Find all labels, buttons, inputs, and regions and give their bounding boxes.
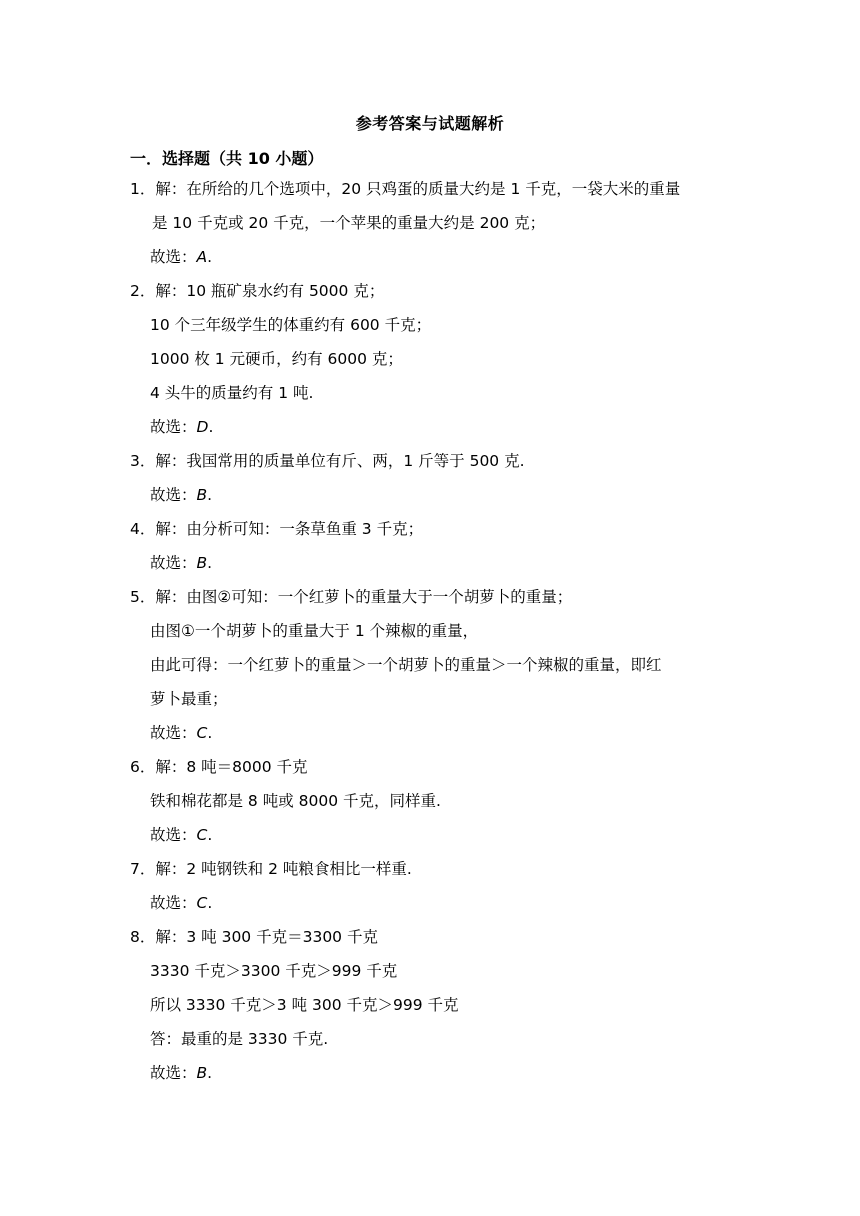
answer-line: 4．解：由分析可知：一条草鱼重 3 千克； bbox=[130, 520, 424, 538]
choice-letter: C bbox=[196, 826, 208, 844]
answer-line: 7．解：2 吨钢铁和 2 吨粮食相比一样重. bbox=[130, 860, 412, 878]
choice-period: . bbox=[208, 418, 214, 436]
answer-line: 是 10 千克或 20 千克，一个苹果的重量大约是 200 克； bbox=[152, 214, 546, 232]
answer-line: 1．解：在所给的几个选项中，20 只鸡蛋的质量大约是 1 千克，一袋大米的重量 bbox=[130, 180, 681, 198]
answer-line: 10 个三年级学生的体重约有 600 千克； bbox=[150, 316, 432, 334]
answer-line: 2．解：10 瓶矿泉水约有 5000 克； bbox=[130, 282, 385, 300]
choice-prefix: 故选： bbox=[150, 894, 197, 912]
choice-line bbox=[150, 484, 212, 506]
answer-line: 3330 千克＞3300 千克＞999 千克 bbox=[150, 962, 398, 980]
choice-letter: C bbox=[196, 724, 208, 742]
choice-period: . bbox=[207, 826, 213, 844]
answer-line: 答：最重的是 3330 千克. bbox=[150, 1030, 329, 1048]
answer-line: 铁和棉花都是 8 吨或 8000 千克，同样重. bbox=[150, 792, 441, 810]
choice-letter: B bbox=[196, 1064, 208, 1082]
choice-prefix: 故选： bbox=[150, 248, 197, 266]
choice-letter: B bbox=[196, 554, 208, 572]
answer-line: 6．解：8 吨＝8000 千克 bbox=[130, 758, 308, 776]
choice-period: . bbox=[207, 486, 213, 504]
choice-period: . bbox=[207, 724, 213, 742]
choice-letter: A bbox=[196, 248, 208, 266]
choice-prefix: 故选： bbox=[150, 418, 197, 436]
choice-prefix: 故选： bbox=[150, 554, 197, 572]
choice-period: . bbox=[207, 554, 213, 572]
answer-line: 萝卜最重； bbox=[150, 690, 228, 708]
choice-line bbox=[150, 722, 212, 744]
choice-letter: B bbox=[196, 486, 208, 504]
answer-line: 3．解：我国常用的质量单位有斤、两，1 斤等于 500 克. bbox=[130, 452, 525, 470]
choice-letter: D bbox=[196, 418, 209, 436]
page-title: 参考答案与试题解析 bbox=[355, 114, 505, 133]
choice-line bbox=[150, 416, 213, 438]
choice-line bbox=[150, 246, 212, 268]
choice-letter: C bbox=[196, 894, 208, 912]
choice-line bbox=[150, 892, 212, 914]
answer-line: 4 头牛的质量约有 1 吨. bbox=[150, 384, 314, 402]
choice-prefix: 故选： bbox=[150, 724, 197, 742]
choice-prefix: 故选： bbox=[150, 486, 197, 504]
choice-period: . bbox=[207, 248, 213, 266]
answer-line: 5．解：由图②可知：一个红萝卜的重量大于一个胡萝卜的重量； bbox=[130, 588, 573, 606]
answer-line: 1000 枚 1 元硬币，约有 6000 克； bbox=[150, 350, 403, 368]
answer-line: 由图①一个胡萝卜的重量大于 1 个辣椒的重量， bbox=[150, 622, 479, 640]
answer-line: 8．解：3 吨 300 千克＝3300 千克 bbox=[130, 928, 378, 946]
choice-line bbox=[150, 824, 212, 846]
choice-period: . bbox=[207, 1064, 213, 1082]
choice-line bbox=[150, 552, 212, 574]
choice-prefix: 故选： bbox=[150, 1064, 197, 1082]
choice-line bbox=[150, 1062, 212, 1084]
answer-line: 所以 3330 千克＞3 吨 300 千克＞999 千克 bbox=[150, 996, 459, 1014]
choice-period: . bbox=[207, 894, 213, 912]
choice-prefix: 故选： bbox=[150, 826, 197, 844]
answer-line: 由此可得：一个红萝卜的重量＞一个胡萝卜的重量＞一个辣椒的重量，即红 bbox=[150, 656, 662, 674]
section-heading: 一．选择题（共 10 小题） bbox=[130, 149, 324, 168]
